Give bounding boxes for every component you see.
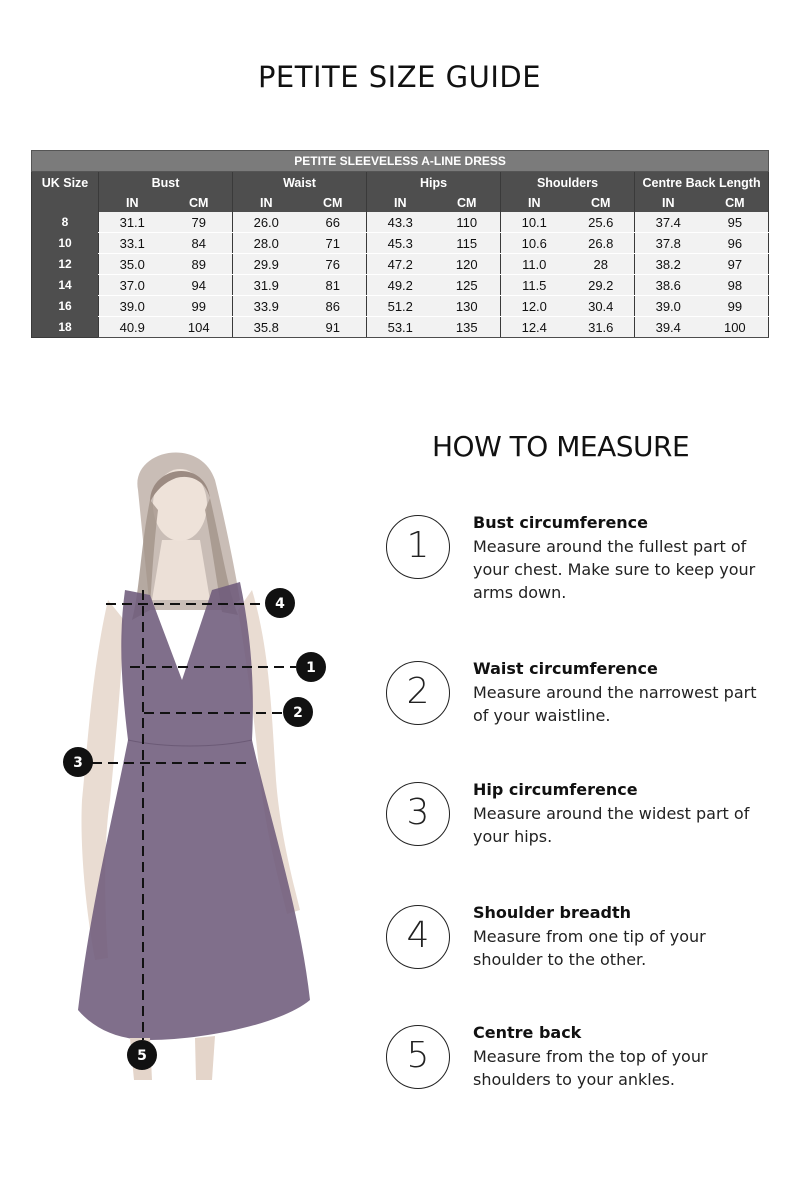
size-cell: 12 bbox=[32, 254, 99, 275]
step-number-3: 3 bbox=[386, 782, 450, 846]
model-figure bbox=[0, 440, 380, 1100]
step-title: Shoulder breadth bbox=[473, 903, 632, 922]
marker-1-label: 1 bbox=[306, 660, 316, 676]
unit-header: CM bbox=[300, 194, 367, 212]
size-column-header: UK Size bbox=[32, 172, 99, 195]
table-cell: 43.3 bbox=[367, 212, 434, 233]
table-cell: 104 bbox=[166, 317, 233, 338]
table-cell: 35.0 bbox=[99, 254, 166, 275]
group-header-hips: Hips bbox=[367, 172, 501, 195]
step-number-2: 2 bbox=[386, 661, 450, 725]
group-header-waist: Waist bbox=[233, 172, 367, 195]
table-cell: 125 bbox=[434, 275, 501, 296]
table-cell: 71 bbox=[300, 233, 367, 254]
table-cell: 84 bbox=[166, 233, 233, 254]
step-title: Hip circumference bbox=[473, 780, 638, 799]
marker-3 bbox=[63, 747, 93, 777]
table-cell: 94 bbox=[166, 275, 233, 296]
table-cell: 38.6 bbox=[635, 275, 702, 296]
table-cell: 100 bbox=[702, 317, 769, 338]
table-cell: 135 bbox=[434, 317, 501, 338]
table-cell: 99 bbox=[166, 296, 233, 317]
table-cell: 47.2 bbox=[367, 254, 434, 275]
marker-2 bbox=[283, 697, 313, 727]
table-cell: 110 bbox=[434, 212, 501, 233]
size-cell: 18 bbox=[32, 317, 99, 338]
marker-3-label: 3 bbox=[73, 755, 83, 771]
table-row bbox=[32, 254, 769, 275]
page-title: PETITE SIZE GUIDE bbox=[257, 60, 542, 94]
step-shoulder bbox=[386, 903, 786, 983]
table-cell: 33.9 bbox=[233, 296, 300, 317]
table-cell: 120 bbox=[434, 254, 501, 275]
marker-2-label: 2 bbox=[293, 705, 303, 721]
table-cell: 45.3 bbox=[367, 233, 434, 254]
table-cell: 39.0 bbox=[635, 296, 702, 317]
table-row bbox=[32, 275, 769, 296]
step-title: Bust circumference bbox=[473, 513, 649, 532]
table-cell: 25.6 bbox=[568, 212, 635, 233]
table-cell: 26.8 bbox=[568, 233, 635, 254]
step-number-4: 4 bbox=[386, 905, 450, 969]
step-number-1: 1 bbox=[386, 515, 450, 579]
table-cell: 33.1 bbox=[99, 233, 166, 254]
step-description: Measure from one tip of your shoulder to the other. bbox=[473, 927, 706, 969]
table-cell: 31.9 bbox=[233, 275, 300, 296]
step-title: Centre back bbox=[473, 1023, 582, 1042]
table-cell: 95 bbox=[702, 212, 769, 233]
unit-header: CM bbox=[434, 194, 501, 212]
group-header-bust: Bust bbox=[99, 172, 233, 195]
table-cell: 10.1 bbox=[501, 212, 568, 233]
model-neck bbox=[152, 540, 210, 600]
unit-header: IN bbox=[233, 194, 300, 212]
table-cell: 91 bbox=[300, 317, 367, 338]
step-description: Measure around the widest part of your hips. bbox=[473, 804, 750, 846]
table-cell: 26.0 bbox=[233, 212, 300, 233]
step-description: Measure around the narrowest part of your waistline. bbox=[473, 683, 757, 725]
table-cell: 39.4 bbox=[635, 317, 702, 338]
size-cell: 8 bbox=[32, 212, 99, 233]
table-cell: 79 bbox=[166, 212, 233, 233]
table-cell: 81 bbox=[300, 275, 367, 296]
table-cell: 51.2 bbox=[367, 296, 434, 317]
unit-header: IN bbox=[367, 194, 434, 212]
table-cell: 29.9 bbox=[233, 254, 300, 275]
marker-5-label: 5 bbox=[137, 1048, 147, 1064]
table-cell: 29.2 bbox=[568, 275, 635, 296]
size-cell: 16 bbox=[32, 296, 99, 317]
table-row bbox=[32, 233, 769, 254]
table-cell: 99 bbox=[702, 296, 769, 317]
table-cell: 11.0 bbox=[501, 254, 568, 275]
unit-header: IN bbox=[501, 194, 568, 212]
marker-4-label: 4 bbox=[275, 596, 285, 612]
step-title: Waist circumference bbox=[473, 659, 658, 678]
table-group-header-row bbox=[32, 172, 769, 195]
marker-4 bbox=[265, 588, 295, 618]
size-cell: 14 bbox=[32, 275, 99, 296]
table-cell: 86 bbox=[300, 296, 367, 317]
table-cell: 28.0 bbox=[233, 233, 300, 254]
marker-1 bbox=[296, 652, 326, 682]
size-table bbox=[31, 150, 769, 338]
table-cell: 37.0 bbox=[99, 275, 166, 296]
table-cell: 98 bbox=[702, 275, 769, 296]
table-unit-row bbox=[32, 194, 769, 212]
table-cell: 37.8 bbox=[635, 233, 702, 254]
table-cell: 28 bbox=[568, 254, 635, 275]
table-cell: 39.0 bbox=[99, 296, 166, 317]
table-cell: 12.4 bbox=[501, 317, 568, 338]
table-row bbox=[32, 317, 769, 338]
step-centre-back bbox=[386, 1023, 786, 1103]
table-caption: PETITE SLEEVELESS A-LINE DRESS bbox=[32, 151, 769, 172]
unit-header: IN bbox=[635, 194, 702, 212]
table-cell: 11.5 bbox=[501, 275, 568, 296]
table-row bbox=[32, 296, 769, 317]
table-cell: 31.6 bbox=[568, 317, 635, 338]
table-cell: 66 bbox=[300, 212, 367, 233]
step-number-5: 5 bbox=[386, 1025, 450, 1089]
table-cell: 76 bbox=[300, 254, 367, 275]
table-row bbox=[32, 212, 769, 233]
table-cell: 30.4 bbox=[568, 296, 635, 317]
how-to-measure-title: HOW TO MEASURE bbox=[432, 430, 690, 463]
table-cell: 97 bbox=[702, 254, 769, 275]
table-cell: 130 bbox=[434, 296, 501, 317]
table-cell: 35.8 bbox=[233, 317, 300, 338]
table-cell: 49.2 bbox=[367, 275, 434, 296]
step-description: Measure from the top of your shoulders to your ankles. bbox=[473, 1047, 708, 1089]
step-hips bbox=[386, 780, 786, 860]
table-cell: 53.1 bbox=[367, 317, 434, 338]
table-cell: 40.9 bbox=[99, 317, 166, 338]
unit-header: IN bbox=[99, 194, 166, 212]
unit-header-blank bbox=[32, 194, 99, 212]
unit-header: CM bbox=[568, 194, 635, 212]
table-cell: 38.2 bbox=[635, 254, 702, 275]
unit-header: CM bbox=[166, 194, 233, 212]
size-cell: 10 bbox=[32, 233, 99, 254]
table-cell: 115 bbox=[434, 233, 501, 254]
table-cell: 10.6 bbox=[501, 233, 568, 254]
step-waist bbox=[386, 659, 786, 739]
step-bust bbox=[386, 513, 786, 602]
marker-5 bbox=[127, 1040, 157, 1070]
step-description: Measure around the fullest part of your chest. Make sure to keep your arms down. bbox=[473, 537, 756, 602]
group-header-shoulders: Shoulders bbox=[501, 172, 635, 195]
table-cell: 37.4 bbox=[635, 212, 702, 233]
group-header-centre-back-length: Centre Back Length bbox=[635, 172, 769, 195]
table-cell: 31.1 bbox=[99, 212, 166, 233]
table-cell: 89 bbox=[166, 254, 233, 275]
table-cell: 96 bbox=[702, 233, 769, 254]
table-cell: 12.0 bbox=[501, 296, 568, 317]
unit-header: CM bbox=[702, 194, 769, 212]
